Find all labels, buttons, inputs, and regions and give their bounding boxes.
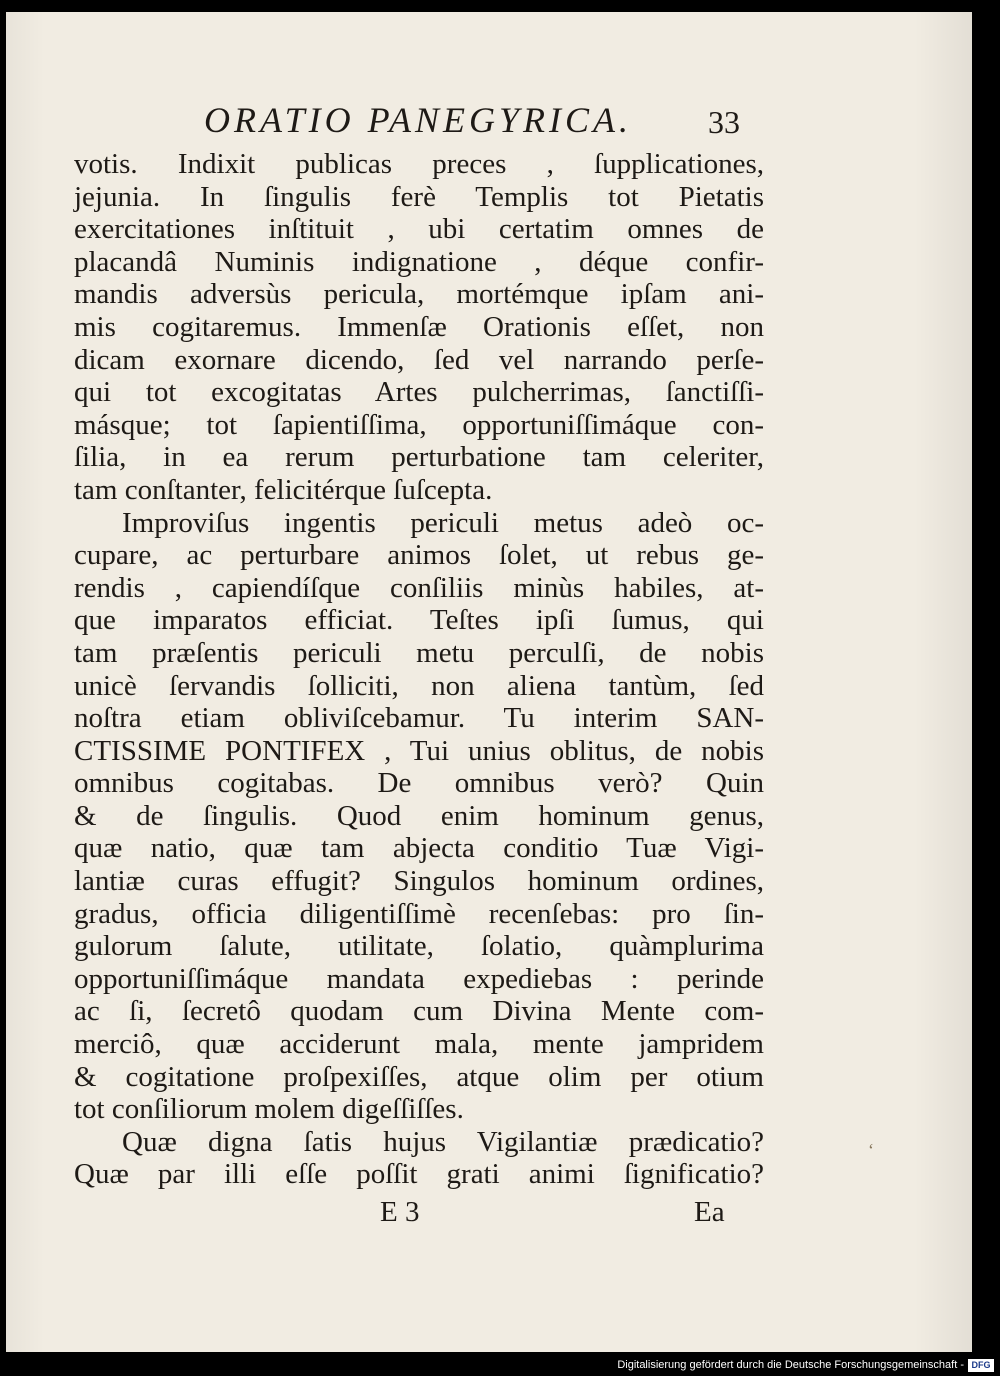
digitization-credit: Digitalisierung gefördert durch die Deutsche Forschungsgemeinschaft - xyxy=(617,1359,964,1371)
text-line: Quæ digna ſatis hujus Vigilantiæ prædicatio? xyxy=(122,1125,764,1158)
text-line: jejunia. In ſingulis ferè Templis tot Pietatis xyxy=(74,180,764,213)
text-line: Improviſus ingentis periculi metus adeò oc- xyxy=(122,506,764,539)
ink-speck: ʻ xyxy=(868,1140,874,1160)
text-line: tam conſtanter, felicitérque ſuſcepta. xyxy=(74,473,493,506)
catchword: Ea xyxy=(694,1196,725,1228)
text-line: tot conſiliorum molem digeſſiſſes. xyxy=(74,1093,464,1126)
text-line: Quæ par illi eſſe poſſit grati animi ſignificatio? xyxy=(74,1158,764,1191)
text-line: cupare, ac perturbare animos ſolet, ut rebus ge- xyxy=(74,539,764,572)
text-line: mis cogitaremus. Immenſæ Orationis eſſet, non xyxy=(74,310,764,343)
dfg-logo: DFG xyxy=(968,1359,994,1372)
text-line: unicè ſervandis ſolliciti, non aliena tantùm, ſed xyxy=(74,669,764,702)
text-line: tam præſentis periculi metu perculſi, de nobis xyxy=(74,636,764,669)
paragraph-1 xyxy=(74,148,764,507)
text-line: gradus, officia diligentiſſimè recenſebas: pro ſin- xyxy=(74,897,764,930)
text-line: exercitationes inſtituit , ubi certatim omnes de xyxy=(74,213,764,246)
text-line: másque; tot ſapientiſſima, opportuniſſimáque con- xyxy=(74,408,764,441)
book-page xyxy=(6,12,972,1352)
page-footer xyxy=(74,1193,764,1233)
text-line: merciô, quæ acciderunt mala, mente jampridem xyxy=(74,1028,764,1061)
text-line: opportuniſſimáque mandata expediebas : perinde xyxy=(74,962,764,995)
text-line: rendis , capiendíſque conſiliis minùs habiles, at- xyxy=(74,571,764,604)
text-line: omnibus cogitabas. De omnibus verò? Quin xyxy=(74,767,764,800)
text-line: placandâ Numinis indignatione , déque confir- xyxy=(74,245,764,278)
text-block xyxy=(74,90,764,1233)
text-line: CTISSIME PONTIFEX , Tui unius oblitus, de nobis xyxy=(74,734,764,767)
text-line: & de ſingulis. Quod enim hominum genus, xyxy=(74,799,764,832)
text-line: mandis adversùs pericula, mortémque ipſam ani- xyxy=(74,278,764,311)
paragraph-3 xyxy=(74,1126,764,1191)
running-title: ORATIO PANEGYRICA. xyxy=(204,100,632,140)
signature-mark: E 3 xyxy=(380,1196,420,1228)
page-number: 33 xyxy=(708,104,740,140)
text-line: dicam exornare dicendo, ſed vel narrando perſe- xyxy=(74,343,764,376)
text-line: quæ natio, quæ tam abjecta conditio Tuæ Vigi- xyxy=(74,832,764,865)
text-line: & cogitatione proſpexiſſes, atque olim per otium xyxy=(74,1060,764,1093)
text-line: ſilia, in ea rerum perturbatione tam celeriter, xyxy=(74,441,764,474)
text-line: que imparatos efficiat. Teſtes ipſi ſumus, qui xyxy=(74,604,764,637)
text-line: votis. Indixit publicas preces , ſupplicationes, xyxy=(74,148,764,180)
text-line: gulorum ſalute, utilitate, ſolatio, quàmplurima xyxy=(74,930,764,963)
text-line: qui tot excogitatas Artes pulcherrimas, ſanctiſſi- xyxy=(74,376,764,409)
running-header xyxy=(74,90,764,148)
text-line: lantiæ curas effugit? Singulos hominum ordines, xyxy=(74,865,764,898)
paragraph-2 xyxy=(74,507,764,1126)
text-line: ac ſi, ſecretô quodam cum Divina Mente com- xyxy=(74,995,764,1028)
text-line: noſtra etiam obliviſcebamur. Tu interim SAN- xyxy=(74,702,764,735)
